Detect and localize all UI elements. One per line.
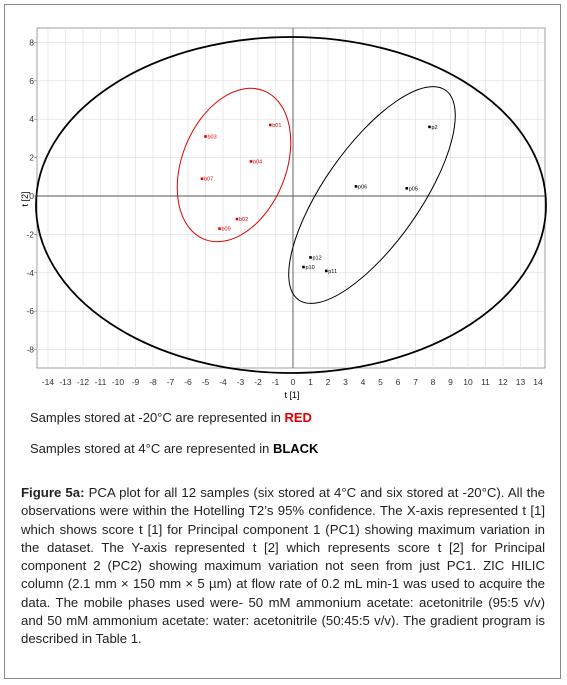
data-point-p10 bbox=[302, 266, 305, 269]
x-tick-label: 3 bbox=[343, 377, 348, 387]
x-tick-label: 5 bbox=[378, 377, 383, 387]
x-tick-label: 11 bbox=[481, 377, 490, 387]
data-point-p2 bbox=[428, 126, 431, 129]
data-point-p06 bbox=[355, 185, 358, 188]
point-label-p11: p11 bbox=[328, 268, 338, 275]
x-tick-label: -3 bbox=[236, 377, 245, 387]
x-tick-label: 10 bbox=[463, 377, 473, 387]
point-label-b09: b09 bbox=[221, 226, 231, 233]
x-tick-label: 1 bbox=[308, 377, 313, 387]
data-point-b02 bbox=[236, 218, 239, 221]
x-tick-label: -10 bbox=[111, 377, 125, 387]
caption-label: Figure 5a: bbox=[21, 485, 85, 500]
x-axis-label: t [1] bbox=[284, 390, 300, 400]
point-label-p06: p06 bbox=[358, 184, 368, 191]
x-tick-label: -8 bbox=[149, 377, 157, 387]
x-tick-label: -14 bbox=[41, 377, 55, 387]
y-tick-label: 6 bbox=[29, 75, 34, 86]
x-tick-label: 4 bbox=[360, 377, 366, 387]
point-label-p05: p05 bbox=[408, 186, 418, 193]
data-point-p12 bbox=[309, 256, 312, 259]
point-label-p12: p12 bbox=[312, 255, 322, 262]
y-axis-label: t [2] bbox=[20, 191, 30, 207]
caption-text: PCA plot for all 12 samples (six stored at 4°C and six stored at -20°C). All the observations were within the Hotelling T2’s 95% confidence. The X-axis represented t [1] which shows score t [1] for Principal component 1 (PC1) showing maximum variation in the dataset. The Y-axis represented t [2] which represents score t [2] for Principal component 2 (PC2) showing maximum variation not seen from just PC1. ZIC HILIC column (2.1 mm × 150 mm × 5 µm) at flow rate of 0.2 mL min-1 was used to acquire the data. The mobile phases used were- 50 mM ammonium acetate: acetonitrile (95:5 v/v) and 50 mM ammonium acetate: water: acetonitrile (50:45:5 v/v). The gradient program is described in Table 1. bbox=[21, 485, 545, 647]
data-point-b04 bbox=[250, 160, 253, 163]
x-tick-label: -6 bbox=[184, 377, 192, 387]
data-point-b07 bbox=[201, 177, 204, 180]
x-tick-label: -5 bbox=[201, 377, 210, 387]
x-tick-labels bbox=[42, 377, 543, 387]
x-tick-label: -9 bbox=[131, 377, 140, 387]
data-point-b09 bbox=[218, 227, 221, 230]
y-tick-label: 8 bbox=[29, 37, 34, 48]
data-point-b01 bbox=[269, 124, 272, 127]
x-tick-label: -7 bbox=[166, 377, 175, 387]
x-tick-label: 0 bbox=[290, 377, 296, 387]
point-label-b02: b02 bbox=[239, 217, 249, 224]
x-tick-label: -1 bbox=[271, 377, 280, 387]
red-note-text: Samples stored at -20°C are represented in bbox=[30, 410, 285, 425]
point-label-b07: b07 bbox=[204, 176, 214, 183]
black-word: BLACK bbox=[272, 441, 319, 456]
y-tick-label: -2 bbox=[26, 229, 34, 240]
x-tick-label: 14 bbox=[533, 377, 543, 387]
black-note-text: Samples stored at 4°C are represented in bbox=[30, 441, 273, 456]
x-tick-label: 2 bbox=[325, 377, 331, 387]
black-legend-note bbox=[30, 441, 318, 456]
x-tick-label: -11 bbox=[94, 377, 107, 387]
red-legend-note bbox=[30, 410, 312, 425]
data-point-p11 bbox=[325, 270, 328, 273]
data-point-p05 bbox=[405, 187, 408, 190]
x-tick-label: -13 bbox=[59, 377, 72, 387]
y-tick-label: -4 bbox=[26, 267, 34, 278]
x-tick-label: -12 bbox=[76, 377, 90, 387]
x-tick-label: 9 bbox=[448, 377, 453, 387]
x-tick-label: 12 bbox=[498, 377, 508, 387]
y-tick-label: -8 bbox=[26, 344, 34, 355]
point-label-p10: p10 bbox=[305, 265, 315, 272]
x-tick-label: 8 bbox=[430, 377, 436, 387]
plot-area bbox=[37, 28, 545, 368]
y-tick-label: 0 bbox=[29, 191, 34, 201]
point-label-b03: b03 bbox=[207, 134, 217, 141]
y-tick-label: 2 bbox=[29, 152, 34, 163]
x-tick-label: 7 bbox=[413, 377, 418, 387]
x-tick-label: -2 bbox=[254, 377, 262, 387]
point-label-b04: b04 bbox=[253, 159, 263, 166]
red-word: RED bbox=[284, 410, 312, 425]
figure-caption bbox=[21, 484, 545, 649]
x-tick-label: 13 bbox=[515, 377, 526, 387]
data-point-b03 bbox=[204, 135, 207, 138]
point-label-b01: b01 bbox=[272, 122, 282, 129]
x-tick-label: 6 bbox=[395, 377, 401, 387]
x-tick-label: -4 bbox=[219, 377, 227, 387]
y-tick-label: -6 bbox=[26, 306, 34, 317]
y-tick-label: 4 bbox=[29, 114, 34, 125]
point-label-p2: p2 bbox=[431, 124, 438, 131]
